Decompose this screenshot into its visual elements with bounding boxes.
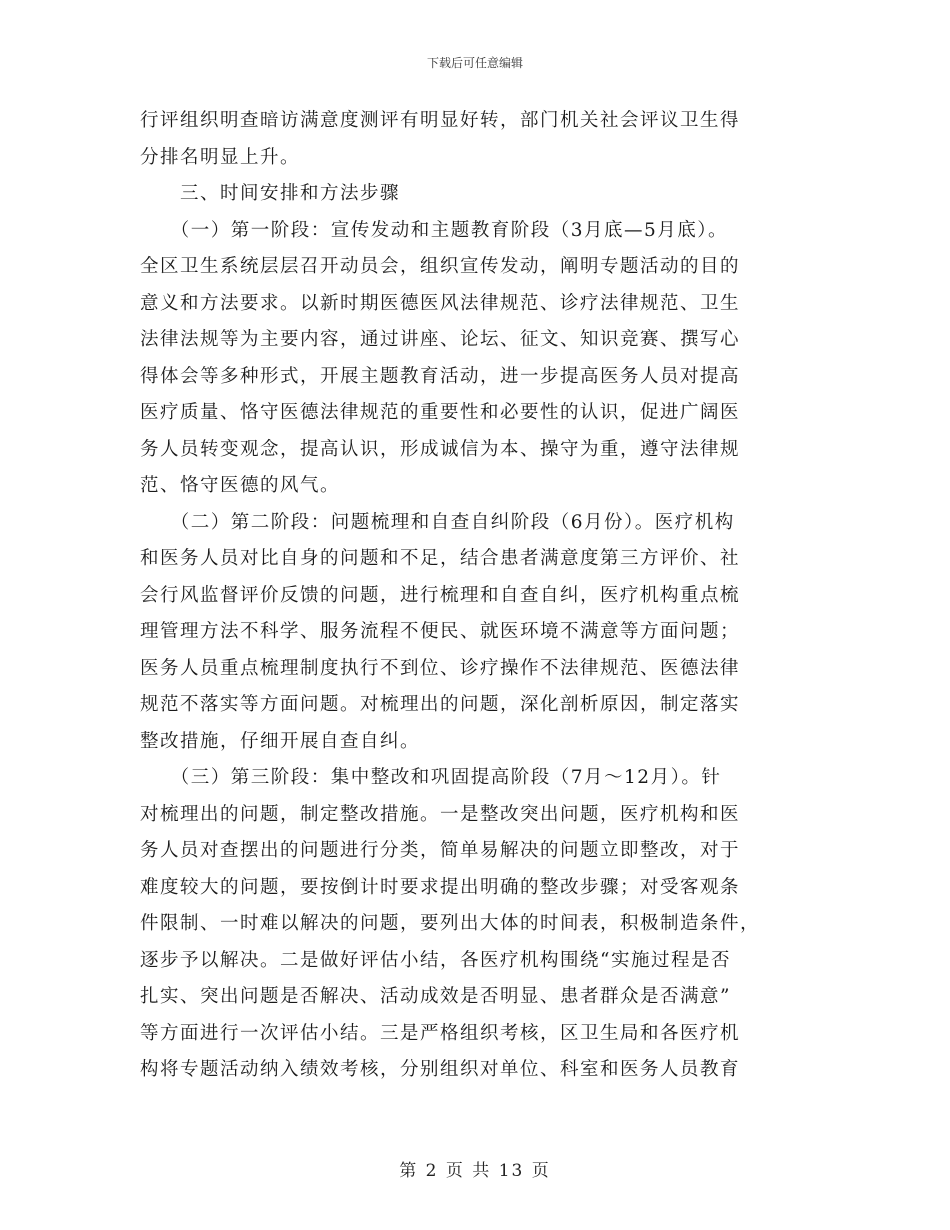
text-line: 难度较大的问题，要按倒计时要求提出明确的整改步骤；对受客观条 [140,876,741,898]
text-line: 理管理方法不科学、服务流程不便民、就医环境不满意等方面问题； [140,621,741,642]
text-line: 全区卫生系统层层召开动员会，组织宣传发动，阐明专题活动的目的 [140,256,741,277]
text-line: （一）第一阶段：宣传发动和主题教育阶段（3月底—5月底）。 [140,219,729,241]
text-line: 会行风监督评价反馈的问题，进行梳理和自查自纠，医疗机构重点梳 [140,584,741,606]
text-line: 范、恪守医德的风气。 [140,475,341,496]
text-line: 法律法规等为主要内容，通过讲座、论坛、征文、知识竞赛、撰写心 [140,329,741,350]
text-line: （二）第二阶段：问题梳理和自查自纠阶段（6月份）。医疗机构 [140,511,735,533]
section-heading: 三、时间安排和方法步骤 [140,183,401,204]
text-line: 逐步予以解决。二是做好评估小结，各医疗机构围绕“实施过程是否 [140,949,731,971]
document-body [140,103,812,1089]
text-line: 规范不落实等方面问题。对梳理出的问题，深化剖析原因，制定落实 [140,694,741,715]
text-line: 务人员对查摆出的问题进行分类，简单易解决的问题立即整改，对于 [140,840,741,861]
text-line: 整改措施，仔细开展自查自纠。 [140,730,421,752]
page-header: 下载后可任意编辑 [426,56,523,70]
text-line: 扎实、突出问题是否解决、活动成效是否明显、患者群众是否满意” [140,986,731,1007]
text-line: 医务人员重点梳理制度执行不到位、诊疗操作不法律规范、医德法律 [140,657,741,679]
text-line: 医疗质量、恪守医德法律规范的重要性和必要性的认识，促进广阔医 [140,402,741,423]
text-line: 和医务人员对比自身的问题和不足，结合患者满意度第三方评价、社 [140,548,741,569]
text-line: 行评组织明查暗访满意度测评有明显好转，部门机关社会评议卫生得 [140,110,741,131]
text-line: （三）第三阶段：集中整改和巩固提高阶段（7月～12月）。针 [140,767,722,788]
text-line: 构将专题活动纳入绩效考核，分别组织对单位、科室和医务人员教育 [140,1059,741,1080]
text-line: 分排名明显上升。 [140,146,301,168]
page-number: 第 2 页 共 13 页 [399,1161,551,1181]
text-line: 等方面进行一次评估小结。三是严格组织考核，区卫生局和各医疗机 [140,1022,741,1044]
text-line: 务人员转变观念，提高认识，形成诚信为本、操守为重，遵守法律规 [140,438,741,460]
text-line: 得体会等多种形式，开展主题教育活动，进一步提高医务人员对提高 [140,365,741,387]
text-line: 意义和方法要求。以新时期医德医风法律规范、诊疗法律规范、卫生 [140,292,741,314]
text-line: 对梳理出的问题，制定整改措施。一是整改突出问题，医疗机构和医 [140,803,741,825]
text-line: 件限制、一时难以解决的问题，要列出大体的时间表，积极制造条件， [140,913,761,934]
